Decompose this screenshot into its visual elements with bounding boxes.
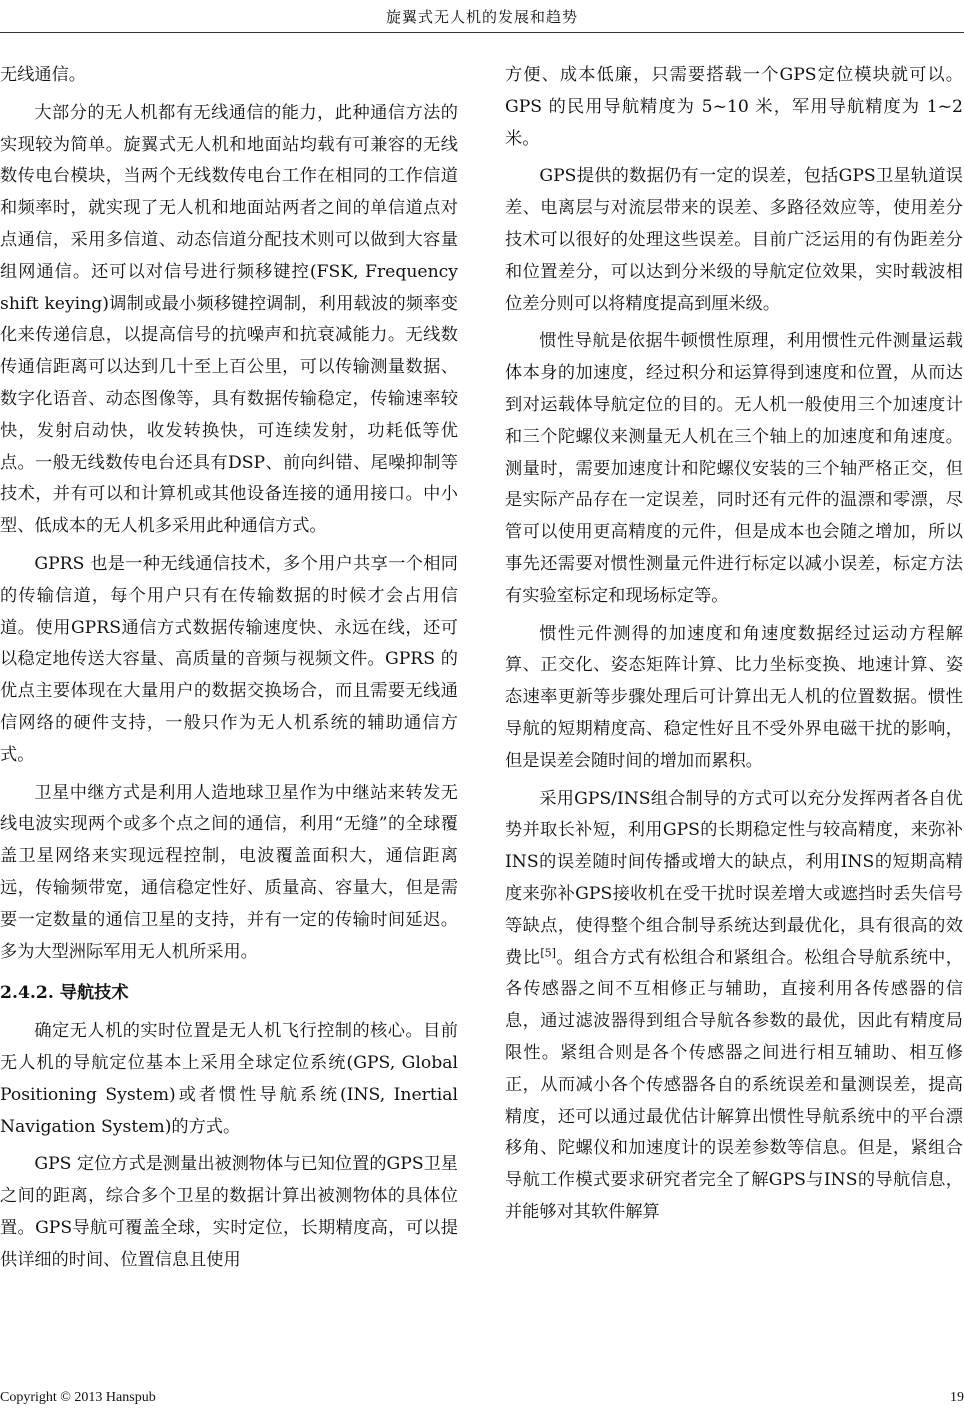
running-header: 旋翼式无人机的发展和趋势	[385, 8, 578, 26]
paragraph: 方便、成本低廉，只需要搭载一个GPS定位模块就可以。GPS 的民用导航精度为 5~10 米，军用导航精度为 1~2 米。	[505, 65, 963, 149]
paragraph-text: 。组合方式有松组合和紧组合。松组合导航系统中，各传感器之间不互相修正与辅助，直接利用各传感器的信息，通过滤波器得到组合导航各参数的最优，因此有精度局限性。紧组合则是各个传感器之间进行相互辅助、相互修正，从而减小各个传感器各自的系统误差和量测误差，提高精度，还可以通过最优估计解算出惯性导航系统中的平台漂移角、陀螺仪和加速度计的误差参数等信息。但是，紧组合导航工作模式要求研究者完全了解GPS与INS的导航信息，并能够对其软件解算	[505, 947, 963, 1222]
paragraph-text: 采用GPS/INS组合制导的方式可以充分发挥两者各自优势并取长补短，利用GPS的长期稳定性与较高精度，来弥补INS的误差随时间传播或增大的缺点，利用INS的短期高精度来弥补GPS接收机在受干扰时误差增大或遮挡时丢失信号等缺点，使得整个组合制导系统达到最优化，具有很高的效费比	[505, 788, 963, 968]
page-number: 19	[950, 1390, 964, 1405]
paragraph: GPS提供的数据仍有一定的误差，包括GPS卫星轨道误差、电离层与对流层带来的误差、多路径效应等，使用差分技术可以很好的处理这些误差。目前广泛运用的有伪距差分和位置差分，可以达到分米级的导航定位效果，实时载波相位差分则可以将精度提高到厘米级。	[505, 166, 963, 314]
copyright-notice: Copyright © 2013 Hanspub	[0, 1390, 156, 1405]
paragraph: 卫星中继方式是利用人造地球卫星作为中继站来转发无线电波实现两个或多个点之间的通信，利用“无缝”的全球覆盖卫星网络来实现远程控制，电波覆盖面积大，通信距离远，传输频带宽，通信稳定性好、质量高、容量大，但是需要一定数量的通信卫星的支持，并有一定的传输时间延迟。多为大型洲际军用无人机所采用。	[0, 782, 458, 962]
paragraph: 惯性导航是依据牛顿惯性原理，利用惯性元件测量运载体本身的加速度，经过积分和运算得到速度和位置，从而达到对运载体导航定位的目的。无人机一般使用三个加速度计和三个陀螺仪来测量无人机在三个轴上的加速度和角速度。测量时，需要加速度计和陀螺仪安装的三个轴严格正交，但是实际产品存在一定误差，同时还有元件的温漂和零漂，尽管可以使用更高精度的元件，但是成本也会随之增加，所以事先还需要对惯性测量元件进行标定以减小误差，标定方法有实验室标定和现场标定等。	[505, 331, 963, 606]
page-footer	[0, 1390, 964, 1410]
paragraph: 确定无人机的实时位置是无人机飞行控制的核心。目前无人机的导航定位基本上采用全球定位系统(GPS, Global Positioning System)或者惯性导航系统(INS, Inertial Navigation System)的方式。	[0, 1021, 458, 1137]
paragraph: 大部分的无人机都有无线通信的能力，此种通信方法的实现较为简单。旋翼式无人机和地面站均载有可兼容的无线数传电台模块，当两个无线数传电台工作在相同的工作信道和频率时，就实现了无人机和地面站两者之间的单信道点对点通信，采用多信道、动态信道分配技术则可以做到大容量组网通信。还可以对信号进行频移键控(FSK, Frequency shift keying)调制或最小频移键控调制，利用载波的频率变化来传递信息，以提高信号的抗噪声和抗衰减能力。无线数传通信距离可以达到几十至上百公里，可以传输测量数据、数字化语音、动态图像等，具有数据传输稳定，传输速率较快，发射启动快，收发转换快，可连续发射，功耗低等优点。一般无线数传电台还具有DSP、前向纠错、尾噪抑制等技术，并有可以和计算机或其他设备连接的通用接口。中小型、低成本的无人机多采用此种通信方式。	[0, 102, 458, 537]
paragraph: 无线通信。	[0, 65, 86, 85]
paragraph: 惯性元件测得的加速度和角速度数据经过运动方程解算、正交化、姿态矩阵计算、比力坐标变换、地速计算、姿态速率更新等步骤处理后可计算出无人机的位置数据。惯性导航的短期精度高、稳定性好且不受外界电磁干扰的影响，但是误差会随时间的增加而累积。	[505, 623, 963, 771]
section-heading: 2.4.2. 导航技术	[0, 983, 129, 1004]
right-column	[505, 60, 963, 1235]
header-divider	[0, 32, 964, 33]
paragraph: GPS 定位方式是测量出被测物体与已知位置的GPS卫星之间的距离，综合多个卫星的数据计算出被测物体的具体位置。GPS导航可覆盖全球，实时定位，长期精度高，可以提供详细的时间、位置信息且使用	[0, 1154, 458, 1270]
paragraph: GPRS 也是一种无线通信技术，多个用户共享一个相同的传输信道，每个用户只有在传输数据的时候才会占用信道。使用GPRS通信方式数据传输速度快、永远在线，还可以稳定地传送大容量、高质量的音频与视频文件。GPRS 的优点主要体现在大量用户的数据交换场合，而且需要无线通信网络的硬件支持，一般只作为无人机系统的辅助通信方式。	[0, 553, 458, 765]
paragraph	[505, 784, 963, 1229]
citation-reference[interactable]: [5]	[540, 945, 556, 959]
left-column	[0, 60, 458, 1282]
